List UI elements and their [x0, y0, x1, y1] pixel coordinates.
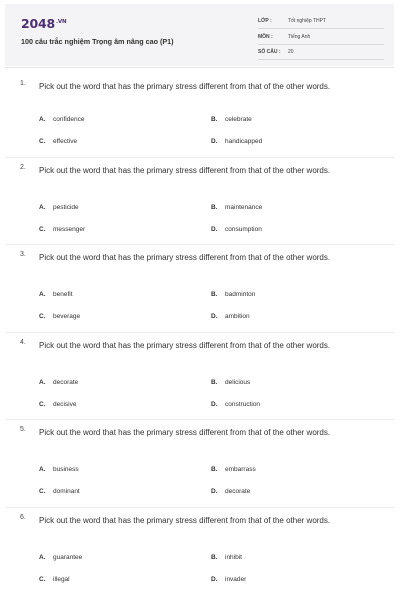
meta-label: MÔN : — [258, 34, 273, 40]
option-d[interactable] — [211, 488, 250, 495]
option-letter: C. — [39, 138, 46, 145]
option-b[interactable] — [211, 204, 262, 211]
option-letter: A. — [39, 466, 46, 473]
option-a[interactable] — [39, 116, 84, 123]
option-text: business — [53, 466, 79, 473]
option-text: consumption — [225, 226, 262, 233]
option-c[interactable] — [39, 576, 70, 583]
option-text: guarantee — [53, 554, 83, 561]
question-number: 5. — [20, 426, 26, 433]
option-letter: B. — [211, 116, 218, 123]
question-number: 3. — [20, 251, 26, 258]
option-d[interactable] — [211, 226, 262, 233]
option-text: ambition — [225, 313, 250, 320]
document-title: 100 câu trắc nghiệm Trọng âm nâng cao (P1) — [21, 37, 174, 46]
question-text: Pick out the word that has the primary stress different from that of the other words. — [39, 428, 331, 437]
question-number: 2. — [20, 164, 26, 171]
question — [20, 339, 390, 419]
meta-value: Tiếng Anh — [288, 34, 311, 40]
option-b[interactable] — [211, 466, 256, 473]
logo-tld: .VN — [56, 18, 67, 25]
meta-label: SỐ CÂU : — [258, 49, 281, 55]
option-letter: D. — [211, 138, 218, 145]
option-a[interactable] — [39, 204, 79, 211]
option-a[interactable] — [39, 466, 79, 473]
option-letter: B. — [211, 379, 218, 386]
logo[interactable] — [21, 16, 66, 31]
meta-row-class — [258, 14, 384, 29]
option-letter: A. — [39, 379, 46, 386]
option-d[interactable] — [211, 313, 250, 320]
option-letter: D. — [211, 488, 218, 495]
option-text: embarrass — [225, 466, 256, 473]
option-text: badminton — [225, 291, 256, 298]
meta-row-subject — [258, 30, 384, 45]
option-letter: B. — [211, 204, 218, 211]
option-letter: B. — [211, 466, 218, 473]
option-text: maintenance — [225, 204, 263, 211]
meta-value: 20 — [288, 49, 294, 55]
question-text: Pick out the word that has the primary stress different from that of the other words. — [39, 166, 331, 175]
option-text: messenger — [53, 226, 86, 233]
logo-text: 2048 — [21, 16, 55, 31]
question-separator — [5, 419, 394, 420]
option-letter: C. — [39, 313, 46, 320]
option-a[interactable] — [39, 379, 78, 386]
question-number: 4. — [20, 339, 26, 346]
option-c[interactable] — [39, 401, 76, 408]
option-text: confidence — [53, 116, 85, 123]
option-c[interactable] — [39, 138, 77, 145]
option-letter: C. — [39, 226, 46, 233]
option-d[interactable] — [211, 138, 262, 145]
option-text: illegal — [53, 576, 70, 583]
option-text: decorate — [53, 379, 79, 386]
meta-label: LỚP : — [258, 18, 272, 24]
question-text: Pick out the word that has the primary stress different from that of the other words. — [39, 516, 331, 525]
option-letter: B. — [211, 291, 218, 298]
option-c[interactable] — [39, 313, 80, 320]
option-letter: D. — [211, 226, 218, 233]
option-text: effective — [53, 138, 78, 145]
option-text: delicious — [225, 379, 251, 386]
option-b[interactable] — [211, 291, 255, 298]
question — [20, 251, 390, 331]
option-text: invader — [225, 576, 247, 583]
option-text: handicapped — [225, 138, 263, 145]
option-text: dominant — [53, 488, 80, 495]
option-a[interactable] — [39, 554, 82, 561]
question-text: Pick out the word that has the primary stress different from that of the other words. — [39, 82, 331, 91]
question-separator — [5, 507, 394, 508]
option-a[interactable] — [39, 291, 73, 298]
header-divider — [5, 67, 394, 68]
header — [5, 4, 394, 66]
option-b[interactable] — [211, 379, 250, 386]
question-number: 6. — [20, 514, 26, 521]
option-text: beverage — [53, 313, 81, 320]
option-letter: A. — [39, 204, 46, 211]
question-number: 1. — [20, 80, 26, 87]
option-c[interactable] — [39, 488, 80, 495]
meta-value: Tốt nghiệp THPT — [288, 18, 326, 24]
question-separator — [5, 332, 394, 333]
option-d[interactable] — [211, 576, 246, 583]
option-text: construction — [225, 401, 261, 408]
option-text: inhibit — [225, 554, 242, 561]
option-text: decorate — [225, 488, 251, 495]
option-text: decisive — [53, 401, 77, 408]
question-separator — [5, 244, 394, 245]
option-letter: A. — [39, 291, 46, 298]
option-text: celebrate — [225, 116, 252, 123]
question — [20, 426, 390, 506]
option-text: pesticide — [53, 204, 79, 211]
option-c[interactable] — [39, 226, 85, 233]
question-text: Pick out the word that has the primary stress different from that of the other words. — [39, 253, 331, 262]
option-letter: C. — [39, 401, 46, 408]
option-letter: D. — [211, 401, 218, 408]
question-separator — [5, 157, 394, 158]
option-letter: D. — [211, 313, 218, 320]
option-b[interactable] — [211, 116, 252, 123]
option-text: benefit — [53, 291, 73, 298]
meta-row-count — [258, 45, 384, 60]
option-letter: D. — [211, 576, 218, 583]
option-letter: A. — [39, 116, 46, 123]
option-letter: B. — [211, 554, 218, 561]
option-letter: C. — [39, 576, 46, 583]
question-text: Pick out the word that has the primary stress different from that of the other words. — [39, 341, 331, 350]
option-d[interactable] — [211, 401, 260, 408]
option-b[interactable] — [211, 554, 242, 561]
question — [20, 80, 390, 160]
option-letter: C. — [39, 488, 46, 495]
option-letter: A. — [39, 554, 46, 561]
question — [20, 164, 390, 244]
question — [20, 514, 390, 594]
